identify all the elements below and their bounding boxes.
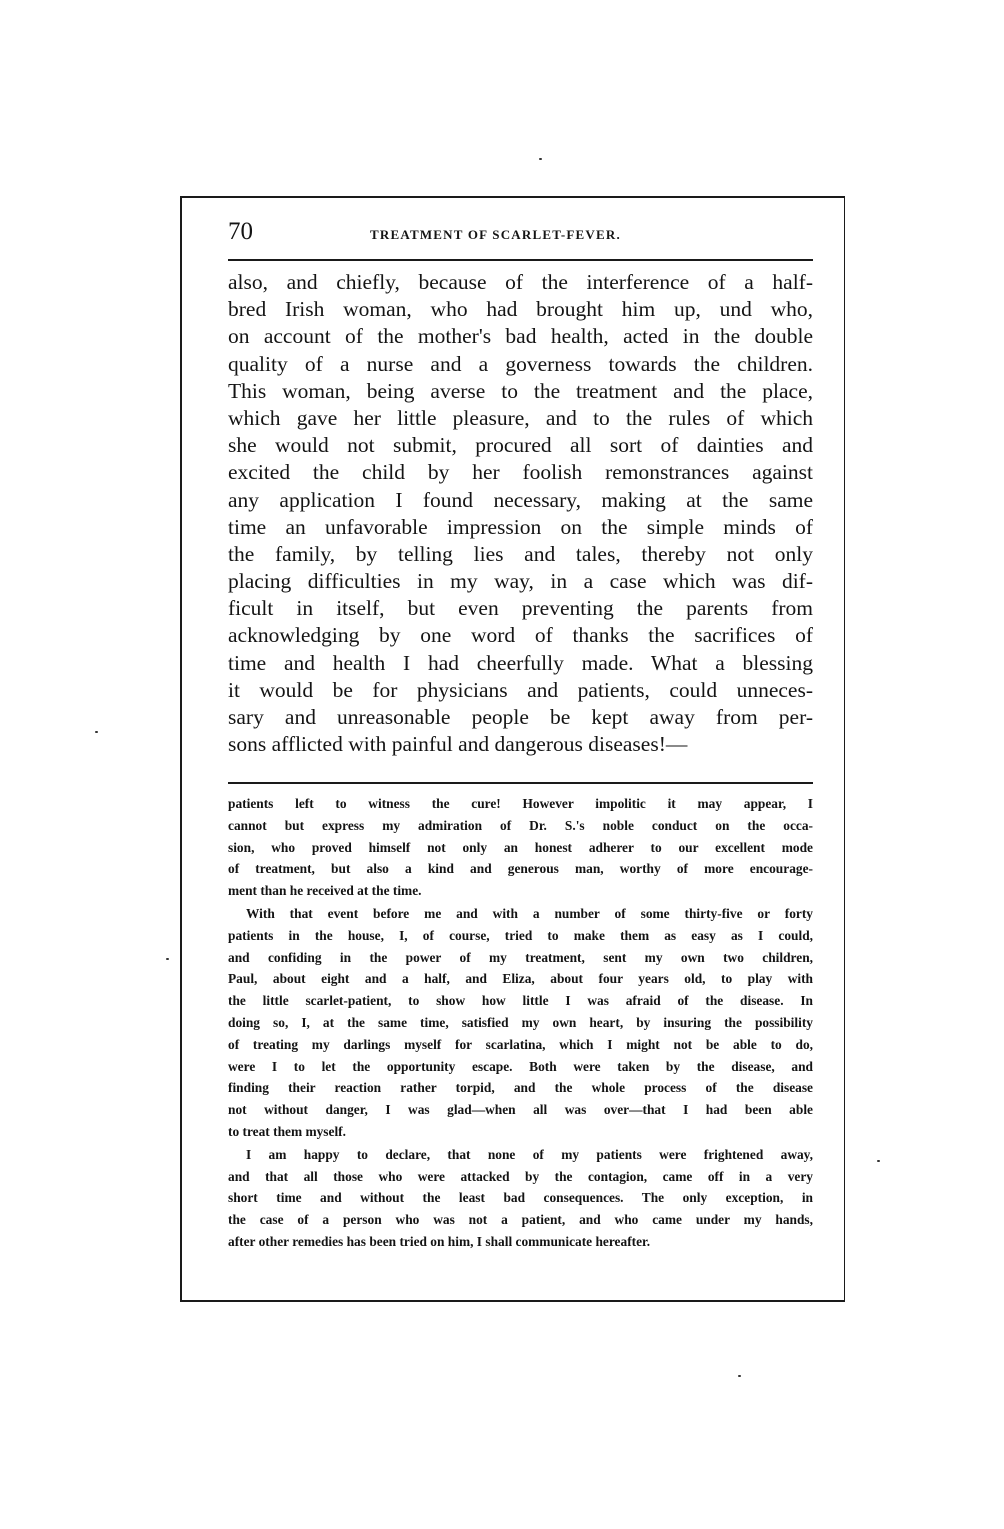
text-line: she would not submit, procured all sort of dainties and [228,433,813,458]
main-text [228,269,813,758]
scan-speck [738,1375,741,1377]
text-line: on account of the mother's bad health, acted in the double [228,324,813,349]
text-line: bred Irish woman, who had brought him up, und who, [228,297,813,322]
scan-speck [166,958,169,960]
footnote-line: and that all those who were attacked by the contagion, came off in a very [228,1168,813,1184]
header-rule [228,259,813,261]
footnote-line: after other remedies has been tried on him, I shall communicate hereafter. [228,1233,651,1249]
text-line: the family, by telling lies and tales, thereby not only [228,541,813,566]
footnote-paragraph [228,1144,813,1253]
page-number: 70 [228,218,253,245]
text-line: acknowledging by one word of thanks the sacrifices of [228,623,813,648]
scan-speck [877,1160,880,1162]
footnote-line: of treatment, but also a kind and generous man, worthy of more encourage- [228,861,813,877]
footnote-line: and confiding in the power of my treatment, sent my own two children, [228,949,813,965]
text-line: sons afflicted with painful and dangerous diseases!— [228,732,688,757]
footnotes [228,793,813,1253]
footnote-line: to treat them myself. [228,1123,346,1139]
text-line: time and health I had cheerfully made. What a blessing [228,650,813,675]
footnote-line: finding their reaction rather torpid, and the whole process of the disease [228,1080,813,1096]
text-line: sary and unreasonable people be kept away from per- [228,705,813,729]
footnote-line: were I to let the opportunity escape. Both were taken by the disease, and [228,1058,813,1074]
text-line: This woman, being averse to the treatment and the place, [228,378,813,403]
footnote-line: Paul, about eight and a half, and Eliza, about four years old, to play with [228,971,813,987]
footnote-line: the little scarlet-patient, to show how little I was afraid of the disease. In [228,993,813,1009]
footnote-line: I am happy to declare, that none of my patients were frightened away, [246,1146,813,1162]
footnote-line: not without danger, I was glad—when all was over—that I had been able [228,1102,813,1118]
footnote-line: short time and without the least bad consequences. The only exception, in [228,1190,813,1206]
footnote-line: ment than he received at the time. [228,883,422,899]
running-head: TREATMENT OF SCARLET-FEVER. [370,227,621,242]
text-line: which gave her little pleasure, and to the rules of which [228,405,813,430]
text-line: time an unfavorable impression on the simple minds of [228,514,813,539]
footnote-line: sion, who proved himself not only an honest adherer to our excellent mode [228,839,813,855]
text-line: it would be for physicians and patients, could unneces- [228,677,813,702]
footnote-rule [228,782,813,784]
scan-speck [95,731,98,733]
footnote-line: cannot but express my admiration of Dr. S.'s noble conduct on the occa- [228,817,813,833]
footnote-line: patients in the house, I, of course, tried to make them as easy as I could, [228,927,813,943]
page-header [228,218,813,248]
text-line: also, and chiefly, because of the interference of a half- [228,270,813,294]
text-line: quality of a nurse and a governess towards the children. [228,351,813,376]
text-line: excited the child by her foolish remonstrances against [228,460,813,485]
footnote-paragraph [228,793,813,902]
text-line: ficult in itself, but even preventing the parents from [228,596,813,621]
footnote-line: the case of a person who was not a patient, and who came under my hands, [228,1212,813,1228]
footnote-paragraph [228,903,813,1143]
scan-speck [539,158,542,160]
footnote-line: doing so, I, at the same time, satisfied my own heart, by insuring the possibility [228,1014,813,1030]
footnote-line: of treating my darlings myself for scarlatina, which I might not be able to do, [228,1036,813,1052]
text-line: any application I found necessary, making at the same [228,487,813,512]
text-line: placing difficulties in my way, in a case which was dif- [228,569,813,594]
footnote-line: With that event before me and with a number of some thirty-five or forty [246,905,813,921]
footnote-line: patients left to witness the cure! However impolitic it may appear, I [228,796,813,811]
